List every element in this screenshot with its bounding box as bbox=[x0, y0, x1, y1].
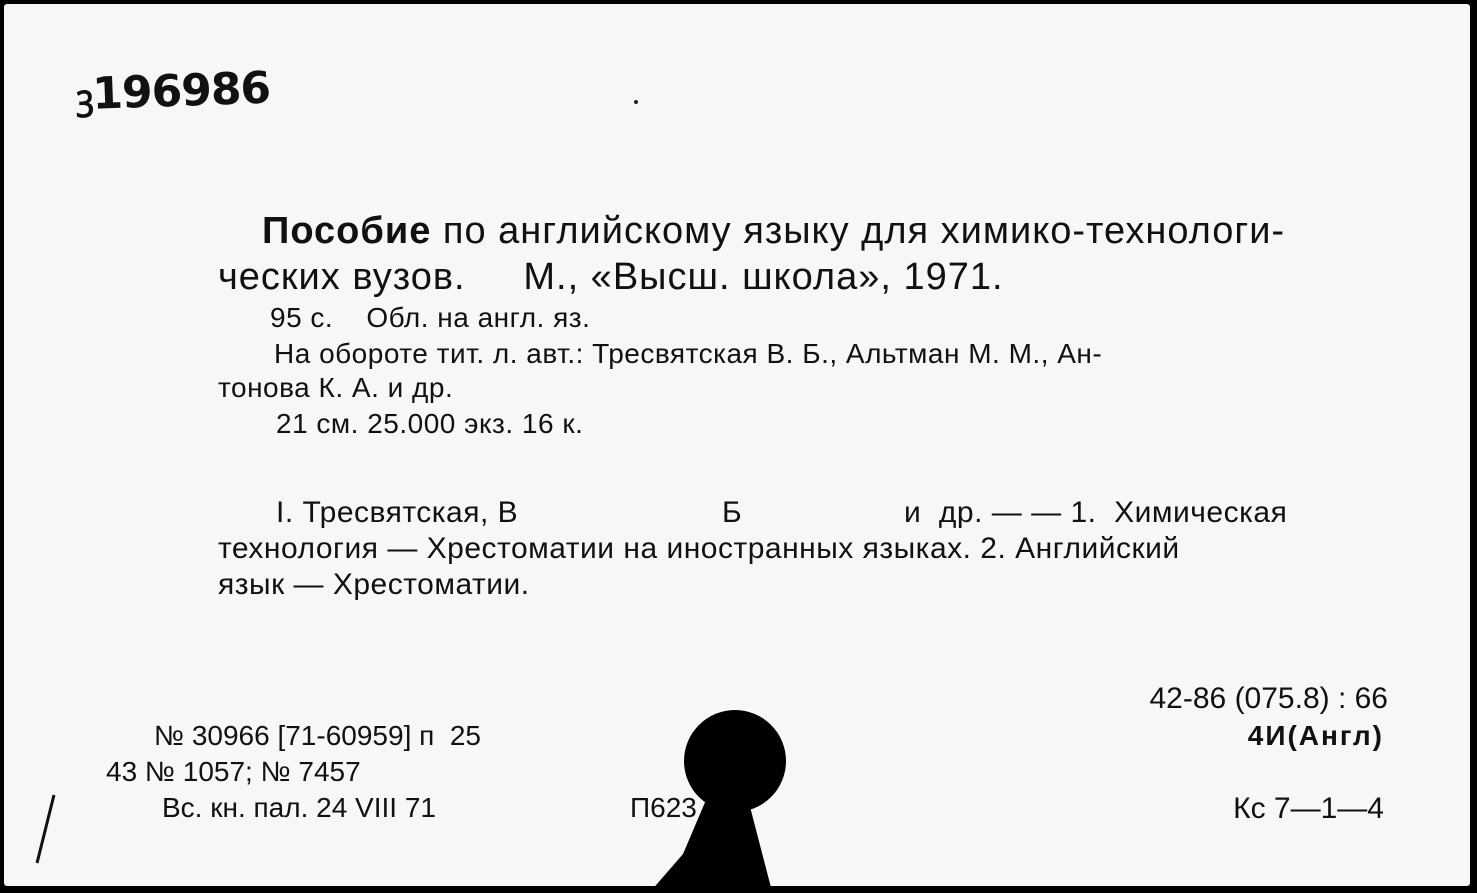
order-line-2: 43 № 1057; № 7457 bbox=[106, 756, 361, 787]
tracing-line-3: язык — Хрестоматии. bbox=[218, 568, 530, 601]
speck bbox=[634, 100, 638, 104]
inventory-number bbox=[75, 63, 271, 121]
format-line: 21 см. 25.000 экз. 16 к. bbox=[276, 408, 584, 439]
inventory-prefix: ꝫ bbox=[75, 77, 94, 119]
tracing-line-2: технология — Хрестоматии на иностранных языках. 2. Английский bbox=[218, 532, 1180, 565]
print-date: Вс. кн. пал. 24 VIII 71 bbox=[162, 792, 436, 823]
authors-line-2: тонова К. А. и др. bbox=[218, 372, 454, 403]
title-rest: по английскому языку для химико-технологи- bbox=[431, 210, 1286, 252]
title-main-word: Пособие bbox=[262, 210, 432, 252]
tracing-line-1a: I. Тресвятская, В bbox=[276, 496, 519, 529]
authors-line-1: На обороте тит. л. авт.: Тресвятская В. Б., Альтман М. М., Ан- bbox=[274, 338, 1103, 369]
catalog-card bbox=[4, 4, 1470, 886]
pages-line: 95 с. Обл. на англ. яз. bbox=[270, 302, 591, 333]
tracing-line-1c: и др. — — 1. Химическая bbox=[904, 496, 1288, 529]
author-mark: Кс 7—1—4 bbox=[1233, 792, 1384, 825]
order-line: № 30966 [71-60959] п 25 bbox=[154, 720, 481, 751]
bbk-classification: 4И(Англ) bbox=[1247, 720, 1384, 751]
print-code: П623 bbox=[630, 792, 697, 823]
title-line-2: ческих вузов. М., «Высш. школа», 1971. bbox=[218, 256, 1004, 298]
pencil-slash-mark bbox=[36, 795, 56, 864]
inventory-number-value: 196986 bbox=[91, 62, 271, 120]
tracing-line-1b: Б bbox=[722, 496, 743, 529]
card-punch-hole bbox=[684, 710, 786, 812]
title-line-1 bbox=[262, 210, 1285, 253]
udc-classification: 42-86 (075.8) : 66 bbox=[1149, 682, 1388, 715]
